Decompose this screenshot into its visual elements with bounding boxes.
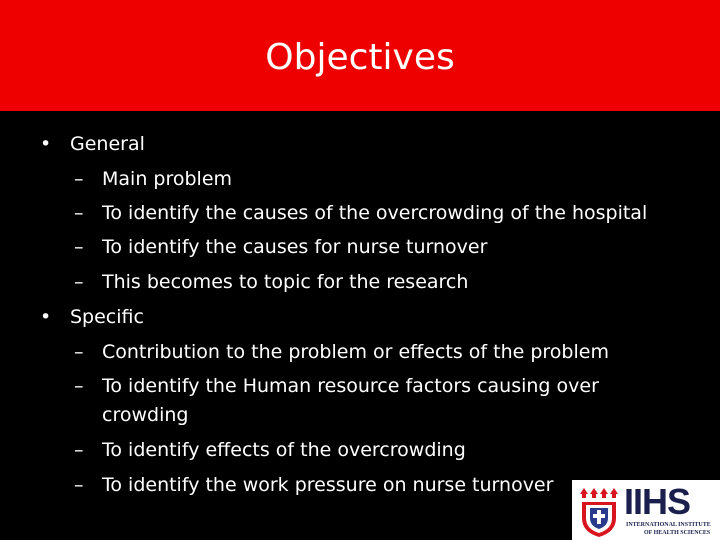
sub-bullet-marker: –	[74, 202, 84, 224]
sub-bullet-marker: –	[74, 375, 84, 397]
logo-wordmark: IIHS	[624, 481, 691, 522]
sub-bullet-text: To identify effects of the overcrowding	[102, 439, 466, 461]
logo-subtitle-line1: INTERNATIONAL INSTITUTE	[626, 522, 711, 528]
sub-bullet-text: To identify the work pressure on nurse turnover	[102, 474, 554, 496]
iihs-logo	[572, 480, 720, 540]
logo-subtitle-line2: OF HEALTH SCIENCES	[644, 530, 711, 536]
bullet-text: Specific	[70, 306, 144, 328]
bullet-marker: •	[40, 306, 52, 328]
sub-bullet-marker: –	[74, 271, 84, 293]
iihs-emblem-icon	[576, 486, 622, 538]
sub-bullet-text: Contribution to the problem or effects of the problem	[102, 341, 609, 363]
sub-bullet-text: To identify the causes of the overcrowding of the hospital	[102, 202, 648, 224]
sub-bullet-text: Main problem	[102, 168, 233, 190]
sub-bullet-marker: –	[74, 474, 84, 496]
sub-bullet-text: crowding	[102, 404, 189, 426]
sub-bullet-text: This becomes to topic for the research	[102, 271, 469, 293]
bullet-text: General	[70, 133, 145, 155]
slide-title: Objectives	[265, 37, 455, 78]
sub-bullet-text: To identify the causes for nurse turnover	[102, 236, 488, 258]
sub-bullet-marker: –	[74, 341, 84, 363]
bullet-marker: •	[40, 133, 52, 155]
sub-bullet-marker: –	[74, 168, 84, 190]
sub-bullet-marker: –	[74, 439, 84, 461]
sub-bullet-text: To identify the Human resource factors causing over	[102, 375, 599, 397]
sub-bullet-marker: –	[74, 236, 84, 258]
